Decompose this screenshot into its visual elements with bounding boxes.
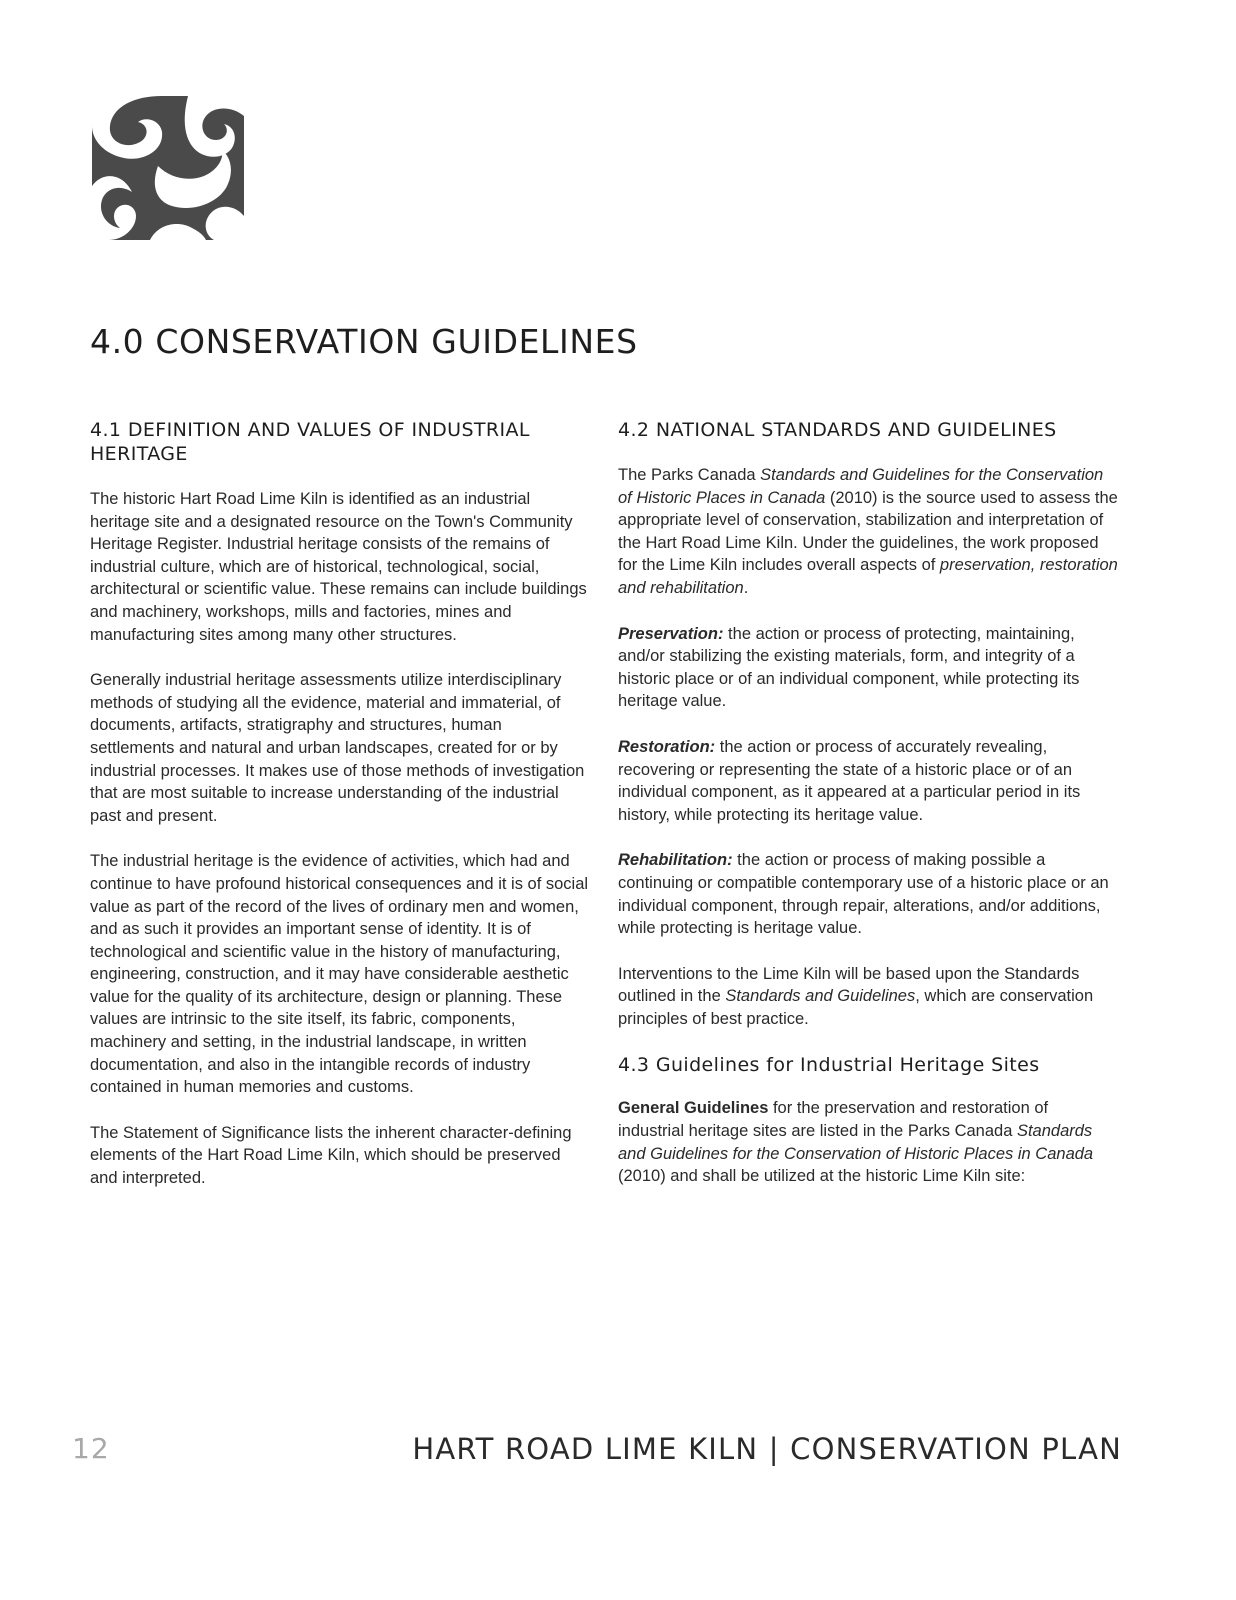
intro-text-a: The Parks Canada bbox=[618, 466, 761, 484]
interventions-text-c: , which are conservation principles of best practice. bbox=[618, 987, 1094, 1028]
definition-rehabilitation bbox=[618, 849, 1118, 939]
definition-preservation bbox=[618, 623, 1118, 713]
definition-restoration-text: the action or process of accurately revealing, recovering or representing the state of a historic place or of an individual component, as it appeared at a particular period in its history, while protecting its heritage value. bbox=[618, 737, 1081, 824]
section-heading-4-1: 4.1 DEFINITION AND VALUES OF INDUSTRIAL HERITAGE bbox=[90, 419, 530, 465]
right-column bbox=[618, 418, 1118, 1211]
page-number: 12 bbox=[72, 1432, 110, 1465]
intro-text-e: . bbox=[743, 578, 749, 597]
intro-publication-title: Standards and Guidelines for the Conservation of Historic Places in Canada bbox=[618, 466, 1104, 507]
paragraph-evidence-of-activities: The industrial heritage is the evidence of activities, which had and continue to have profound historical consequences and it is of social value as part of the record of the lives of ordinary men and women, and as such it provides an important sense of identity. It is of technological and scientific value in the history of manufacturing, engineering, construction, and it may have considerable aesthetic value for the quality of its architecture, design or planning. These values are intrinsic to the site itself, its fabric, components, machinery and setting, in the industrial landscape, in written documentation, and also in the intangible records of industry contained in human memories and customs. bbox=[90, 852, 589, 1097]
left-column bbox=[90, 418, 590, 1213]
definition-preservation-text: the action or process of protecting, maintaining, and/or stabilizing the existing materials, form, and integrity of a historic place or of an individual component, while protecting its heritage value. bbox=[618, 624, 1080, 711]
paragraph-statement-of-significance: The Statement of Significance lists the inherent character-defining elements of the Hart Road Lime Kiln, which should be preserved and interpreted. bbox=[90, 1123, 572, 1188]
term-rehabilitation: Rehabilitation: bbox=[618, 851, 733, 870]
definition-restoration bbox=[618, 736, 1118, 826]
interventions-text-a: Interventions to the Lime Kiln will be based upon the Standards outlined in the bbox=[618, 964, 1080, 1006]
general-text-c: (2010) and shall be utilized at the historic Lime Kiln site: bbox=[618, 1167, 1026, 1186]
term-general-guidelines: General Guidelines bbox=[618, 1099, 769, 1118]
intro-aspects: preservation, restoration and rehabilitation bbox=[618, 556, 1118, 597]
section-heading-4-3: 4.3 Guidelines for Industrial Heritage Sites bbox=[618, 1054, 1040, 1077]
intro-text-c: (2010) is the source used to assess the appropriate level of conservation, stabilization and interpretation of the Hart Road Lime Kiln. Under the guidelines, the work proposed for the Lime Kiln includes overall aspects of bbox=[618, 488, 1118, 575]
paragraph-general-guidelines bbox=[618, 1097, 1118, 1187]
term-restoration: Restoration: bbox=[618, 737, 716, 756]
term-preservation: Preservation: bbox=[618, 624, 724, 643]
definition-rehabilitation-text: the action or process of making possible a continuing or compatible contemporary use of a historic place or an individual component, through repair, alterations, and/or additions, while protecting is heritage value. bbox=[618, 851, 1109, 938]
section-heading-4-2: 4.2 NATIONAL STANDARDS AND GUIDELINES bbox=[618, 419, 1057, 441]
footer-document-title: HART ROAD LIME KILN | CONSERVATION PLAN bbox=[412, 1432, 1122, 1466]
paragraph-assessment-methods: Generally industrial heritage assessments utilize interdisciplinary methods of studying all the evidence, material and immaterial, of documents, artifacts, stratigraphy and structures, human settlements and natural and urban landscapes, created for or by industrial processes. It makes use of those methods of investigation that are most suitable to increase understanding of the industrial past and present. bbox=[90, 671, 585, 825]
general-publication-title: Standards and Guidelines for the Conservation of Historic Places in Canada bbox=[618, 1122, 1094, 1163]
logo-emblem bbox=[92, 96, 244, 240]
paragraph-interventions bbox=[618, 963, 1118, 1031]
paragraph-parks-canada-intro bbox=[618, 464, 1118, 600]
general-text-a: for the preservation and restoration of industrial heritage sites are listed in the Parks Canada bbox=[618, 1099, 1049, 1141]
ornament-swirl-icon bbox=[92, 96, 244, 240]
page-title: 4.0 CONSERVATION GUIDELINES bbox=[90, 322, 638, 361]
paragraph-industrial-heritage-site: The historic Hart Road Lime Kiln is identified as an industrial heritage site and a designated resource on the Town's Community Heritage Register. Industrial heritage consists of the remains of industrial culture, which are of historical, technological, social, architectural or scientific value. These remains can include buildings and machinery, workshops, mills and factories, mines and manufacturing sites among many other structures. bbox=[90, 490, 587, 644]
interventions-publication: Standards and Guidelines bbox=[725, 987, 916, 1006]
